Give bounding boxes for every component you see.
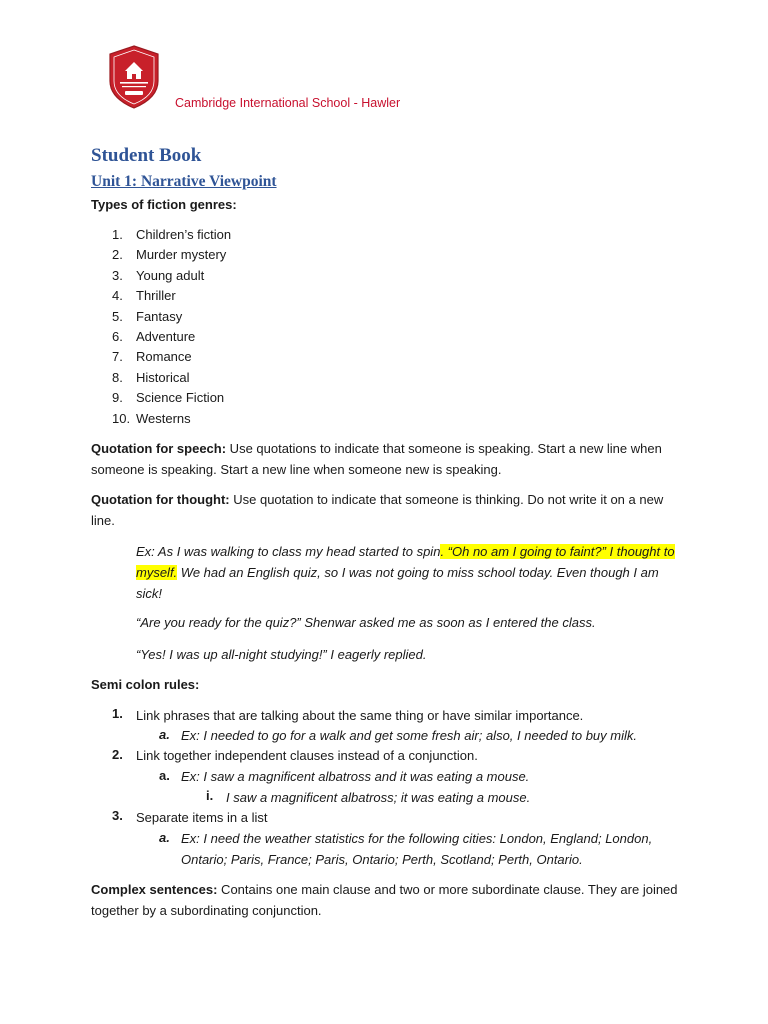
thought-paragraph: Quotation for thought: Use quotation to indicate that someone is thinking. Do not write it on a new line. bbox=[91, 492, 664, 528]
highlighted-text: . “Oh no am I going to faint?” I thought to myself. bbox=[136, 544, 675, 580]
list-item: 9. Science Fiction bbox=[112, 390, 225, 406]
list-item: 3. Young adult bbox=[112, 267, 205, 283]
rule-2a-text: Ex: I saw a magnificent albatross and it was eating a mouse. bbox=[181, 769, 530, 784]
school-crest-logo bbox=[108, 45, 160, 109]
semicolon-heading: Semi colon rules: bbox=[91, 677, 200, 692]
complex-paragraph: Complex sentences: Contains one main clause and two or more subordinate clause. They are joined together by a subordinating conjunction. bbox=[91, 882, 678, 918]
list-item: 10. Westerns bbox=[112, 410, 191, 426]
rule-sub-roman: i. bbox=[206, 788, 214, 803]
list-item: 8. Historical bbox=[112, 369, 190, 385]
rule-number: 3. bbox=[112, 808, 123, 823]
rule-sub-letter: a. bbox=[159, 768, 170, 783]
rule-1-text: Link phrases that are talking about the same thing or have similar importance. bbox=[136, 708, 584, 723]
list-item: 5. Fantasy bbox=[112, 308, 183, 324]
rule-sub-letter: a. bbox=[159, 830, 170, 845]
page-title: Student Book bbox=[91, 145, 202, 166]
rule-3a-text: Ex: I need the weather statistics for the following cities: London, England; London, Ontario; Paris, France; Paris, Ontario; Perth, Scotland; Perth, Ontario. bbox=[181, 831, 653, 867]
rule-1a-text: Ex: I needed to go for a walk and get some fresh air; also, I needed to buy milk. bbox=[181, 728, 637, 743]
genres-heading: Types of fiction genres: bbox=[91, 197, 237, 212]
rule-3-text: Separate items in a list bbox=[136, 810, 268, 825]
rule-2ai-text: I saw a magnificent albatross; it was eating a mouse. bbox=[226, 790, 531, 805]
example-dialogue-2: “Yes! I was up all-night studying!” I eagerly replied. bbox=[136, 647, 427, 662]
list-item: 4. Thriller bbox=[112, 288, 176, 304]
list-item: 7. Romance bbox=[112, 349, 192, 365]
rule-number: 2. bbox=[112, 747, 123, 762]
list-item: 1. Children’s fiction bbox=[112, 227, 232, 242]
list-item: 2. Murder mystery bbox=[112, 247, 227, 263]
example-dialogue-1: “Are you ready for the quiz?” Shenwar asked me as soon as I entered the class. bbox=[136, 615, 596, 630]
list-item: 6. Adventure bbox=[112, 329, 196, 345]
genres-list bbox=[112, 225, 231, 429]
unit-title: Unit 1: Narrative Viewpoint bbox=[91, 173, 277, 190]
rule-sub-letter: a. bbox=[159, 727, 170, 742]
school-name: Cambridge International School - Hawler bbox=[175, 96, 401, 110]
speech-paragraph: Quotation for speech: Use quotations to indicate that someone is speaking. Start a new line when someone is speaking. Start a new line when someone new is speaking. bbox=[91, 441, 662, 477]
rule-number: 1. bbox=[112, 706, 123, 721]
rule-2-text: Link together independent clauses instead of a conjunction. bbox=[136, 748, 478, 763]
example-paragraph: Ex: As I was walking to class my head started to spin. “Oh no am I going to faint?” I thought to myself. We had an English quiz, so I was not going to miss school today. Even though I am sick! bbox=[136, 544, 675, 601]
